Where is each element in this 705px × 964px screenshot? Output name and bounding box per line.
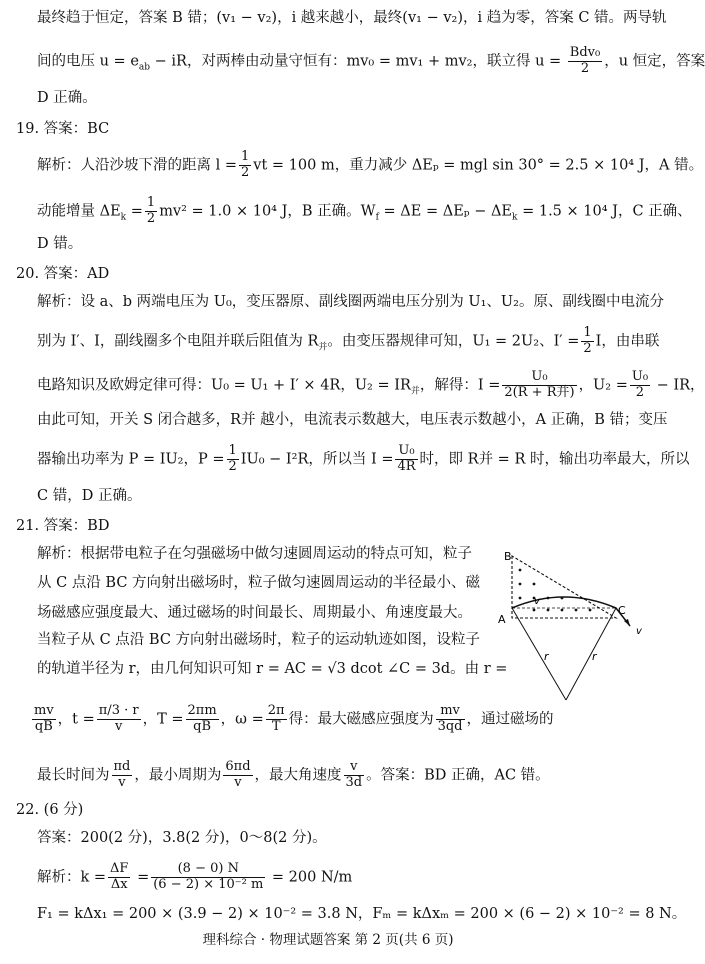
text: vt = 100 m，重力减少 ΔEₚ = mgl sin 30° = 2.5 × 10⁴ J，A 错。 — [253, 157, 704, 174]
text: 解析：人沿沙坡下滑的距离 l = — [37, 157, 238, 174]
q20-line-5 — [37, 443, 690, 475]
denominator: qB — [193, 718, 212, 734]
q18-line-3 — [37, 88, 632, 110]
numerator: Bdv₀ — [569, 45, 601, 60]
text: 最终趋于恒定，答案 B 错；(v₁ − v₂)，i 越来越小，最终(v₁ − v₂)，i 趋为零，答案 C 错。两导轨 — [37, 10, 667, 26]
numerator: U₀ — [395, 444, 417, 460]
fraction — [502, 370, 576, 401]
fraction — [581, 326, 593, 357]
text: 动能增量 ΔE — [37, 203, 121, 220]
q19-line-1 — [37, 149, 704, 181]
text: 答案：200(2 分)，3.8(2 分)，0～8(2 分)。 — [37, 830, 327, 846]
q20-line-2 — [37, 325, 660, 357]
fraction — [145, 196, 157, 227]
fraction — [436, 704, 465, 735]
label-c: C — [618, 604, 626, 617]
numerator: π/3 · r — [98, 703, 139, 718]
denominator: 2 — [146, 210, 156, 226]
fraction — [112, 760, 133, 791]
q20-line-3 — [37, 369, 705, 401]
q20-line-1 — [37, 292, 664, 314]
text: mv² = 1.0 × 10⁴ J，B 正确。W — [159, 203, 376, 220]
q18-line-2 — [37, 45, 705, 77]
q21-line-1 — [37, 544, 506, 566]
text: = 1.5 × 10⁴ J，C 正确、 — [517, 203, 692, 220]
text: 从 C 点沿 BC 方向射出磁场时，粒子做匀速圆周运动的半径最小、磁 — [37, 575, 481, 591]
fraction — [630, 370, 650, 401]
denominator: 3d — [345, 774, 363, 790]
text: ，解得：I = — [419, 377, 501, 394]
q22-line-2 — [37, 862, 632, 893]
radius-line-a — [512, 608, 566, 700]
text: = — [132, 869, 150, 886]
text: = 200 N/m — [267, 869, 353, 886]
text: ，最小周期为 — [134, 767, 222, 784]
q21-line-3 — [37, 603, 506, 625]
particle-trajectory — [512, 597, 630, 626]
text: 器输出功率为 P = IU₂，P = — [37, 451, 225, 468]
text: IU₀ − I²R，所以当 I = — [240, 451, 394, 468]
fraction — [395, 444, 417, 475]
text: F₁ = kΔx₁ = 200 × (3.9 − 2) × 10⁻² = 3.8 N，Fₘ = kΔxₘ = 200 × (6 − 2) × 10⁻² = 8 N。 — [37, 906, 687, 922]
q21-line-2 — [37, 573, 506, 595]
label-v-exit: v — [636, 626, 642, 637]
denominator: 2 — [241, 164, 250, 180]
label-v: v — [534, 596, 540, 607]
subscript: k — [120, 212, 127, 223]
label-b: B — [504, 550, 512, 563]
field-dots — [519, 569, 592, 612]
denominator: v — [114, 718, 123, 734]
numerator: 1 — [241, 149, 250, 164]
q20-line-6 — [37, 486, 632, 508]
q21-heading: 21. 答案：BD — [16, 518, 110, 534]
numerator: U₀ — [502, 370, 576, 386]
q21-line-6 — [30, 704, 632, 735]
fraction — [344, 760, 365, 791]
numerator: ΔF — [110, 861, 129, 876]
text: ，ω = — [220, 711, 264, 728]
q21-line-4 — [37, 630, 506, 652]
text: − iR，对两棒由动量守恒有：mv₀ = mv₁ + mv₂，联立得 u = — [150, 53, 562, 70]
fraction — [32, 704, 56, 735]
q20-line-4 — [37, 410, 668, 432]
text: = — [126, 203, 143, 220]
numerator: mv — [436, 704, 465, 720]
magnetic-field-diagram — [498, 546, 648, 706]
subscript: k — [512, 212, 518, 223]
fraction — [239, 150, 251, 181]
q21-line-7 — [37, 760, 632, 791]
text: ，t = — [57, 711, 95, 728]
q20-heading: 20. 答案：AD — [16, 266, 110, 282]
denominator: 2(R + R并) — [504, 384, 575, 400]
denominator: 2 — [583, 340, 592, 356]
fraction — [223, 760, 252, 791]
numerator: (8 − 0) N — [151, 862, 265, 878]
text: ，最大角速度 — [254, 767, 342, 784]
text: ，通过磁场的 — [466, 711, 554, 728]
q22-line-3 — [37, 904, 687, 926]
numerator: 2πm — [187, 703, 217, 718]
text: ，u 恒定，答案 — [604, 53, 705, 70]
text: 解析：k = — [37, 869, 107, 886]
fraction — [568, 46, 602, 77]
text: 。由变压器规律可知，U₁ = 2U₂、I′ = — [327, 333, 580, 350]
label-a: A — [498, 613, 506, 626]
text: D 正确。 — [37, 90, 97, 106]
text: 时，即 R并 = R 时，输出功率最大，所以 — [419, 451, 690, 468]
text: I，由串联 — [595, 333, 660, 350]
page-footer: 理科综合 · 物理试题答案 第 2 页(共 6 页) — [202, 932, 454, 948]
denominator: (6 − 2) × 10⁻² m — [153, 876, 264, 892]
text: 。答案：BD 正确，AC 错。 — [366, 767, 550, 784]
text: C 错，D 正确。 — [37, 488, 142, 504]
fraction — [186, 704, 219, 735]
numerator: U₀ — [631, 369, 649, 384]
numerator: 1 — [146, 195, 156, 210]
q18-line-1 — [37, 8, 667, 30]
denominator: 2 — [580, 60, 590, 76]
text: ，T = — [142, 711, 184, 728]
text: 别为 I′、I，副线圈多个电阻并联后阻值为 R — [37, 333, 319, 350]
q19-heading: 19. 答案：BC — [16, 121, 110, 137]
text: = ΔE = ΔEₚ − ΔE — [378, 203, 513, 220]
text: 由此可知，开关 S 闭合越多，R并 越小，电流表示数越大，电压表示数越小，A 正确，B 错；变压 — [37, 412, 668, 428]
denominator: 3qd — [437, 718, 463, 734]
numerator: 6πd — [225, 759, 251, 774]
text: 最长时间为 — [37, 767, 110, 784]
field-triangle — [512, 556, 616, 618]
fraction — [97, 704, 141, 735]
denominator: 4R — [397, 458, 416, 474]
denominator: v — [118, 774, 126, 790]
denominator: 2 — [228, 458, 237, 474]
subscript: 并 — [318, 342, 328, 353]
subscript: f — [375, 212, 379, 223]
text: 得：最大磁感应强度为 — [288, 711, 434, 728]
denominator: v — [234, 774, 242, 790]
fraction — [151, 862, 265, 893]
label-r-right: r — [592, 650, 597, 663]
numerator: v — [344, 760, 365, 776]
q19-line-3 — [37, 234, 632, 256]
text: 场磁感应强度最大、通过磁场的时间最长、周期最小、角速度最大。 — [37, 605, 472, 621]
text: − IR， — [652, 377, 705, 394]
numerator: 1 — [228, 443, 237, 458]
fraction — [266, 704, 287, 735]
numerator: πd — [113, 759, 131, 774]
denominator: 2 — [635, 384, 645, 400]
q21-line-5 — [37, 659, 506, 681]
text: 的轨道半径为 r，由几何知识可知 r = AC = √3 dcot ∠C = 3d。由 r = — [37, 661, 508, 677]
text: D 错。 — [37, 236, 83, 252]
numerator: 1 — [583, 325, 592, 340]
text: 电路知识及欧姆定律可得：U₀ = U₁ + I′ × 4R，U₂ = IR — [37, 377, 411, 394]
subscript: ab — [138, 62, 151, 73]
fraction — [227, 444, 239, 475]
text: 当粒子从 C 点沿 BC 方向射出磁场时，粒子的运动轨迹如图，设粒子 — [37, 632, 481, 648]
fraction — [108, 862, 130, 893]
text: 解析：根据带电粒子在匀强磁场中做匀速圆周运动的特点可知，粒子 — [37, 546, 472, 562]
radius-line-c — [566, 608, 616, 700]
q19-line-2 — [37, 195, 692, 227]
text: ，U₂ = — [578, 377, 628, 394]
q22-line-1 — [37, 828, 632, 850]
numerator: 2π — [267, 703, 285, 718]
numerator: mv — [34, 703, 54, 718]
subscript: 并 — [410, 386, 420, 397]
denominator: T — [271, 718, 281, 734]
denominator: qB — [34, 718, 53, 734]
denominator: Δx — [110, 876, 128, 892]
text: 解析：设 a、b 两端电压为 U₀，变压器原、副线圈两端电压分别为 U₁、U₂。原、副线圈中电流分 — [37, 294, 664, 310]
text: 间的电压 u = e — [37, 53, 139, 70]
q22-heading: 22. (6 分) — [16, 802, 84, 818]
label-r-left: r — [544, 650, 549, 663]
